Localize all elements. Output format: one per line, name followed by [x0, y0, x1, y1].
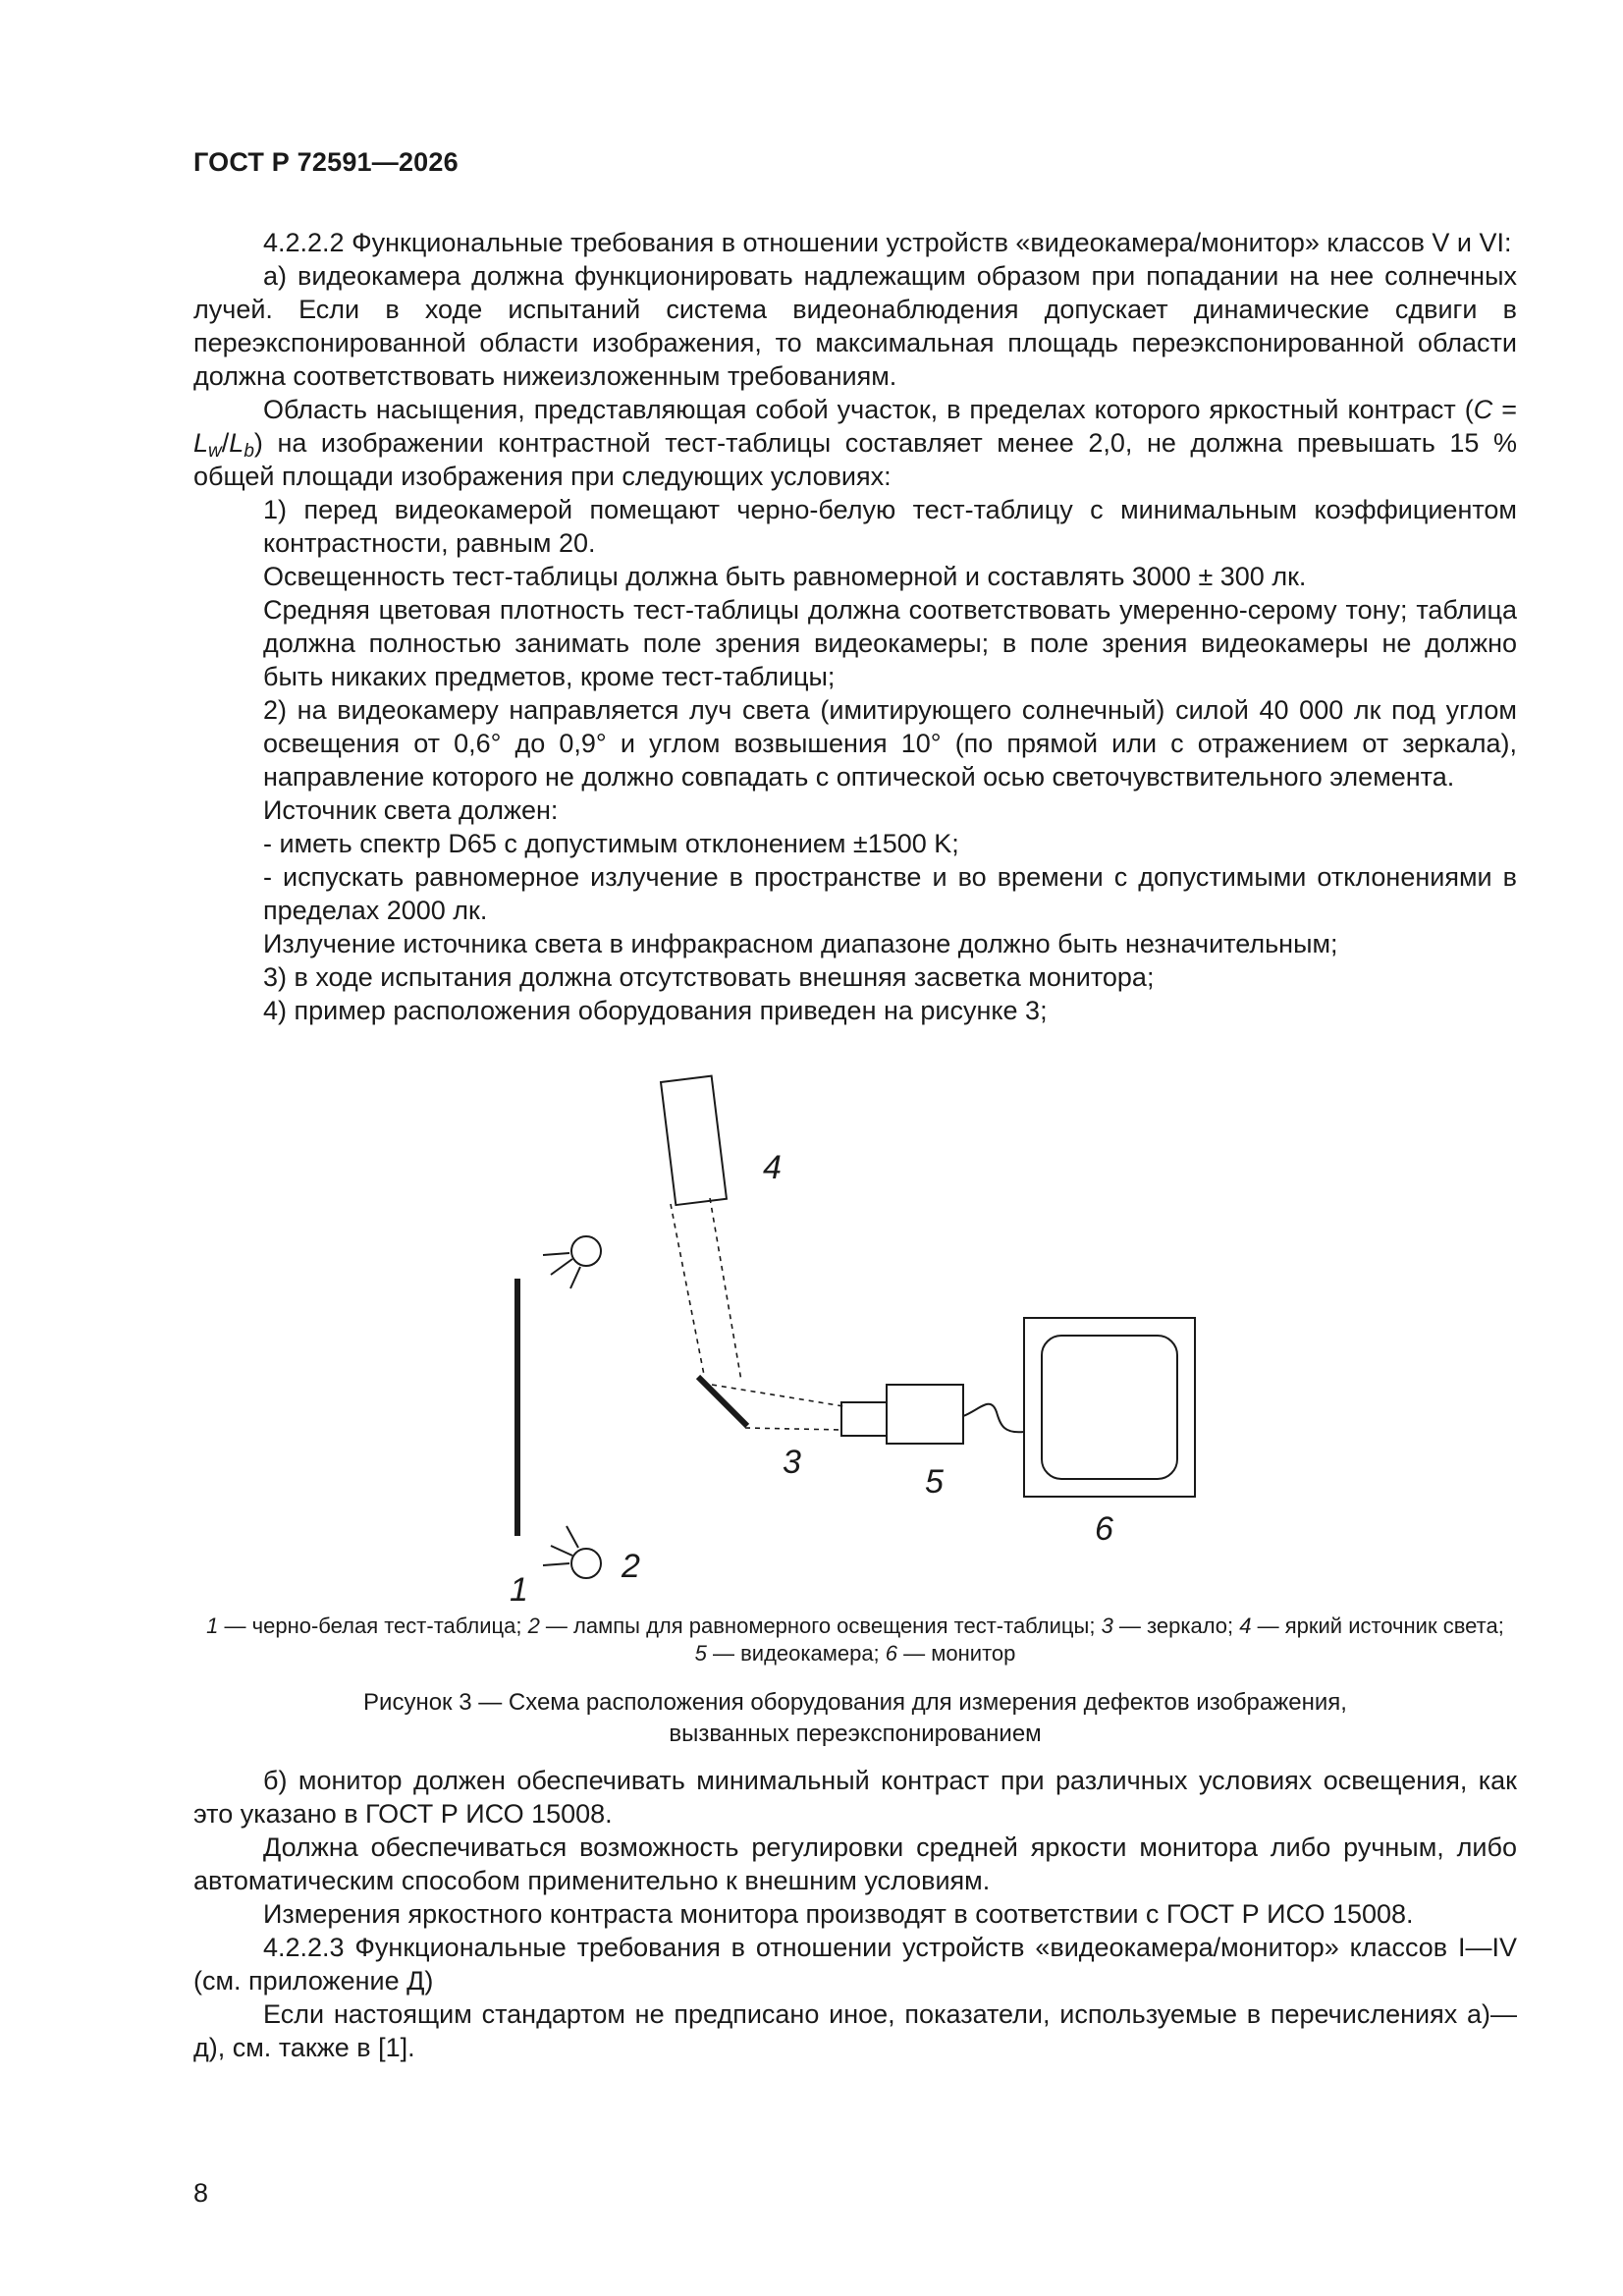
- reflected-beam-line: [712, 1385, 843, 1406]
- text-block-main: [193, 226, 1517, 1027]
- monitor-screen: [1042, 1336, 1177, 1479]
- page-number: 8: [193, 2178, 209, 2208]
- camera-body: [887, 1385, 963, 1444]
- legend-item-4: — яркий источник света;: [1251, 1613, 1504, 1638]
- figure-label-5: 5: [925, 1463, 944, 1501]
- paragraph-infrared: Излучение источника света в инфракрасном диапазоне должно быть незначительным;: [263, 929, 1338, 958]
- text-block-continuation: [193, 1764, 1517, 2064]
- formula-lw: L: [193, 428, 209, 458]
- legend-key-5: 5: [694, 1641, 707, 1666]
- legend-key-6: 6: [885, 1641, 898, 1666]
- paragraph-dash-1: - иметь спектр D65 с допустимым отклонением ±1500 K;: [263, 829, 959, 858]
- light-source-body: [661, 1076, 727, 1205]
- paragraph-contrast-measure: Измерения яркостного контраста монитора производят в соответствии с ГОСТ Р ИСО 15008.: [263, 1899, 1414, 1929]
- figure-label-1: 1: [510, 1571, 528, 1609]
- legend-key-1: 1: [206, 1613, 219, 1638]
- paragraph-density: Средняя цветовая плотность тест-таблицы должна соответствовать умеренно-серому тону; таблица должна полностью занимать поле зрения видеокамеры; в поле зрения видеокамеры не должно быть никаких предметов, кроме тест-таблицы;: [263, 595, 1517, 691]
- lamp-ray: [551, 1259, 572, 1275]
- lamp-ray: [543, 1563, 569, 1565]
- formula-w: w: [208, 441, 222, 462]
- camera-cable: [963, 1404, 1024, 1433]
- saturation-text-post: ) на изображении контрастной тест-таблицы составляет менее 2,0, не должна превышать 15 % общей площади изображения при следующих условиях:: [193, 428, 1517, 491]
- legend-key-4: 4: [1239, 1613, 1252, 1638]
- paragraph-condition-1: 1) перед видеокамерой помещают черно-белую тест-таблицу с минимальным коэффициентом контрастности, равным 20.: [263, 495, 1517, 558]
- document-header: ГОСТ Р 72591—2026: [193, 147, 459, 177]
- formula-b: b: [243, 441, 254, 462]
- paragraph-illumination: Освещенность тест-таблицы должна быть равномерной и составлять 3000 ± 300 лк.: [263, 562, 1307, 591]
- lamp-ray: [570, 1267, 580, 1288]
- legend-key-3: 3: [1101, 1613, 1113, 1638]
- formula-c: C: [1473, 395, 1493, 424]
- paragraph-item-b: б) монитор должен обеспечивать минимальный контраст при различных условиях освещения, как это указано в ГОСТ Р ИСО 15008.: [193, 1766, 1517, 1829]
- figure-label-2: 2: [622, 1548, 640, 1585]
- figure-label-6: 6: [1095, 1510, 1113, 1548]
- legend-item-5: — видеокамера;: [706, 1641, 886, 1666]
- lamp-upper: [571, 1236, 601, 1266]
- paragraph-dash-2: - испускать равномерное излучение в пространстве и во времени с допустимыми отклонениями в пределах 2000 лк.: [263, 862, 1517, 925]
- paragraph-saturation: [193, 393, 1517, 493]
- formula-eq: =: [1492, 395, 1517, 424]
- lamp-ray: [551, 1546, 572, 1556]
- paragraph-source-must: Источник света должен:: [263, 795, 559, 825]
- paragraph-item-a: а) видеокамера должна функционировать надлежащим образом при попадании на нее солнечных лучей. Если в ходе испытаний система видеонаблюдения допускает динамические сдвиги в переэкспонированной области изображения, то максимальная площадь переэкспонированной области должна соответствовать нижеизложенным требованиям.: [193, 261, 1517, 391]
- camera-lens: [841, 1402, 887, 1436]
- lamp-ray: [567, 1526, 578, 1548]
- saturation-text-pre: Область насыщения, представляющая собой участок, в пределах которого яркостный контраст (: [263, 395, 1474, 424]
- paragraph-brightness-adjust: Должна обеспечиваться возможность регулировки средней яркости монитора либо ручным, либо автоматическим способом применительно к внешним условиям.: [193, 1832, 1517, 1895]
- figure-label-4: 4: [763, 1149, 782, 1186]
- paragraph-condition-2: 2) на видеокамеру направляется луч света (имитирующего солнечный) силой 40 000 лк под углом освещения от 0,6° до 0,9° и углом возвышения 10° (по прямой или с отражением от зеркала), направление которого не должно совпадать с оптической осью светочувствительного элемента.: [263, 695, 1517, 792]
- paragraph-4222-intro: 4.2.2.2 Функциональные требования в отношении устройств «видеокамера/монитор» классов V и VI:: [263, 228, 1512, 257]
- light-beam-line: [710, 1198, 741, 1381]
- legend-item-1: — черно-белая тест-таблица;: [218, 1613, 528, 1638]
- legend-key-2: 2: [527, 1613, 540, 1638]
- light-beam-line: [671, 1204, 704, 1375]
- lamp-lower: [571, 1549, 601, 1578]
- reflected-beam-line: [745, 1428, 843, 1430]
- paragraph-4223-intro: 4.2.2.3 Функциональные требования в отношении устройств «видеокамера/монитор» классов I—IV (см. приложение Д): [193, 1933, 1517, 1995]
- formula-slash: /: [221, 428, 230, 458]
- figure-caption-line-2: вызванных переэкспонированием: [669, 1721, 1042, 1747]
- formula-lb: L: [229, 428, 244, 458]
- monitor-frame: [1024, 1318, 1195, 1497]
- figure-label-3: 3: [783, 1444, 801, 1481]
- paragraph-condition-4: 4) пример расположения оборудования приведен на рисунке 3;: [263, 996, 1048, 1025]
- figure-caption-line-1: Рисунок 3 — Схема расположения оборудования для измерения дефектов изображения,: [363, 1689, 1347, 1716]
- legend-item-2: — лампы для равномерного освещения тест-таблицы;: [539, 1613, 1102, 1638]
- lamp-ray: [543, 1253, 569, 1255]
- mirror: [698, 1377, 747, 1426]
- legend-item-3: — зеркало;: [1112, 1613, 1240, 1638]
- legend-item-6: — монитор: [897, 1641, 1016, 1666]
- equipment-diagram: [193, 1061, 1517, 1611]
- figure-legend: [193, 1613, 1517, 1667]
- paragraph-indicators-note: Если настоящим стандартом не предписано иное, показатели, используемые в перечислениях а)—д), см. также в [1].: [193, 1999, 1517, 2062]
- figure-caption: [193, 1687, 1517, 1750]
- paragraph-condition-3: 3) в ходе испытания должна отсутствовать внешняя засветка монитора;: [263, 962, 1155, 992]
